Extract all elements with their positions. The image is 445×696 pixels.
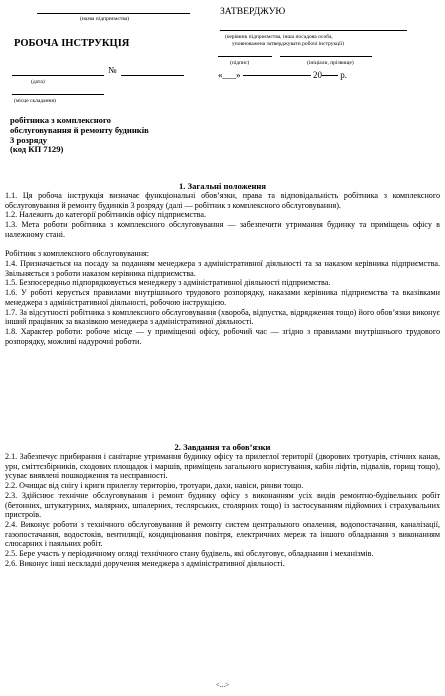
job-title-line-4: (код КП 7129) [10, 144, 64, 155]
signature-caption: (підпис) [230, 60, 250, 66]
approval-day: «___» [218, 70, 241, 80]
number-mark: № [108, 65, 117, 75]
date-caption: (дата) [31, 79, 45, 85]
paragraph-1-8: 1.8. Характер роботи: робоче місце — у приміщенні офісу, робочий час — згідно з правилами внутрішнього трудового розпорядку, можливі надурочні роботи. [5, 327, 440, 346]
paragraph-1-1: 1.1. Ця робоча інструкція визначає функціональні обов’язки, права та відповідальність робітника з комплексного обслуговування й ремонту будинків 3 розряду (далі — робітник з комплексного обслуговування). [5, 191, 440, 210]
doc-title: РОБОЧА ІНСТРУКЦІЯ [14, 38, 130, 49]
date-line [12, 75, 104, 76]
approval-year-prefix: 20 [313, 70, 322, 80]
section-2-title: 2. Завдання та обов’язки [174, 442, 271, 452]
approver-caption-1: (керівник підприємства, інша посадова особа, [225, 34, 333, 40]
approval-year-line [322, 75, 338, 76]
approval-date [218, 69, 347, 81]
approver-line [220, 30, 407, 31]
approval-month-line [243, 75, 311, 76]
place-caption: (місце складання) [14, 98, 56, 104]
paragraph-2-1: 2.1. Забезпечує прибирання і санітарне утримання будинку офісу та прилеглої території (дворових тротуарів, стічних канав, урн, сміттєзбірників, сходових площадок і маршів, приміщень загального користування, кабін ліфтів, підвалів, горищ тощо), усуває виявлені пошкодження та несправності. [5, 452, 440, 481]
paragraph-1-intro: Робітник з комплексного обслуговування: [5, 249, 150, 259]
job-title [10, 116, 149, 155]
name-line [280, 56, 372, 57]
paragraph-1-6: 1.6. У роботі керується правилами внутрішнього трудового розпорядку, наказами керівника підприємства та вказівками менеджера з адміністративної діяльності, робочою інструкцією. [5, 288, 440, 307]
section-general [5, 181, 440, 346]
job-title-line-2: обслуговування й ремонту будинків [10, 124, 149, 135]
approver-caption-2: уповноважена затверджувати робочі інструкції) [232, 41, 344, 47]
section-1-title: 1. Загальні положення [178, 181, 267, 191]
org-name-line [37, 13, 190, 14]
job-title-line-3: 3 розряду [10, 134, 48, 145]
paragraph-2-3: 2.3. Здійснює технічне обслуговування і ремонт будинку офісу з виконанням усіх видів ремонтно-будівельних робіт (бетонних, штукатурних, малярних, шпалерних, теслярських, столярних тощо) із застосуванням підйомних і страхувальних пристроїв. [5, 490, 440, 520]
name-caption: (ініціали, прізвище) [307, 60, 354, 66]
approve-title: ЗАТВЕРДЖУЮ [220, 6, 286, 17]
paragraph-2-6: 2.6. Виконує інші нескладні доручення менеджера з адміністративної діяльності. [5, 558, 285, 568]
place-line [12, 94, 104, 95]
org-name-caption: (назва підприємства) [80, 16, 130, 22]
page-continuation-marker: <...> [215, 681, 230, 689]
paragraph-1-4: 1.4. Призначається на посаду за поданням менеджера з адміністративної діяльності та за наказом керівника підприємства. Звільняється з роботи наказом керівника підприємства. [5, 259, 440, 278]
job-title-line-1: робітника з комплексного [10, 115, 111, 125]
signature-line [218, 56, 272, 57]
paragraph-1-2: 1.2. Належить до категорії робітників офісу підприємства. [5, 210, 206, 220]
paragraph-2-2: 2.2. Очищає від снігу і криги прилеглу територію, тротуари, дахи, навіси, ринви тощо. [5, 481, 304, 491]
number-line [121, 75, 184, 76]
section-duties [5, 442, 440, 569]
paragraph-1-7: 1.7. За відсутності робітника з комплексного обслуговування (хвороба, відпустка, відрядження тощо) його обов’язки виконує інший працівник за вказівкою менеджера з адміністративної діяльності. [5, 307, 440, 327]
paragraph-1-3: 1.3. Мета роботи робітника з комплексного обслуговування — забезпечити утримання будинку та приміщень офісу в належному стані. [5, 220, 440, 239]
paragraph-1-5: 1.5. Безпосередньо підпорядковується менеджеру з адміністративної діяльності підприємства. [5, 278, 331, 288]
paragraph-2-5: 2.5. Бере участь у періодичному огляді технічного стану будівель, які обслуговує, обладнання і механізмів. [5, 549, 374, 559]
paragraph-2-4: 2.4. Виконує роботи з технічного обслуговування й ремонту систем центрального опалення, водопостачання, каналізації, газопостачання, водостоків, вентиляції, кондиціювання повітря, електричних мереж та іншого обладнання з виконанням слюсарних і паяльних робіт. [5, 520, 440, 549]
approval-year-suffix: р. [340, 70, 347, 80]
